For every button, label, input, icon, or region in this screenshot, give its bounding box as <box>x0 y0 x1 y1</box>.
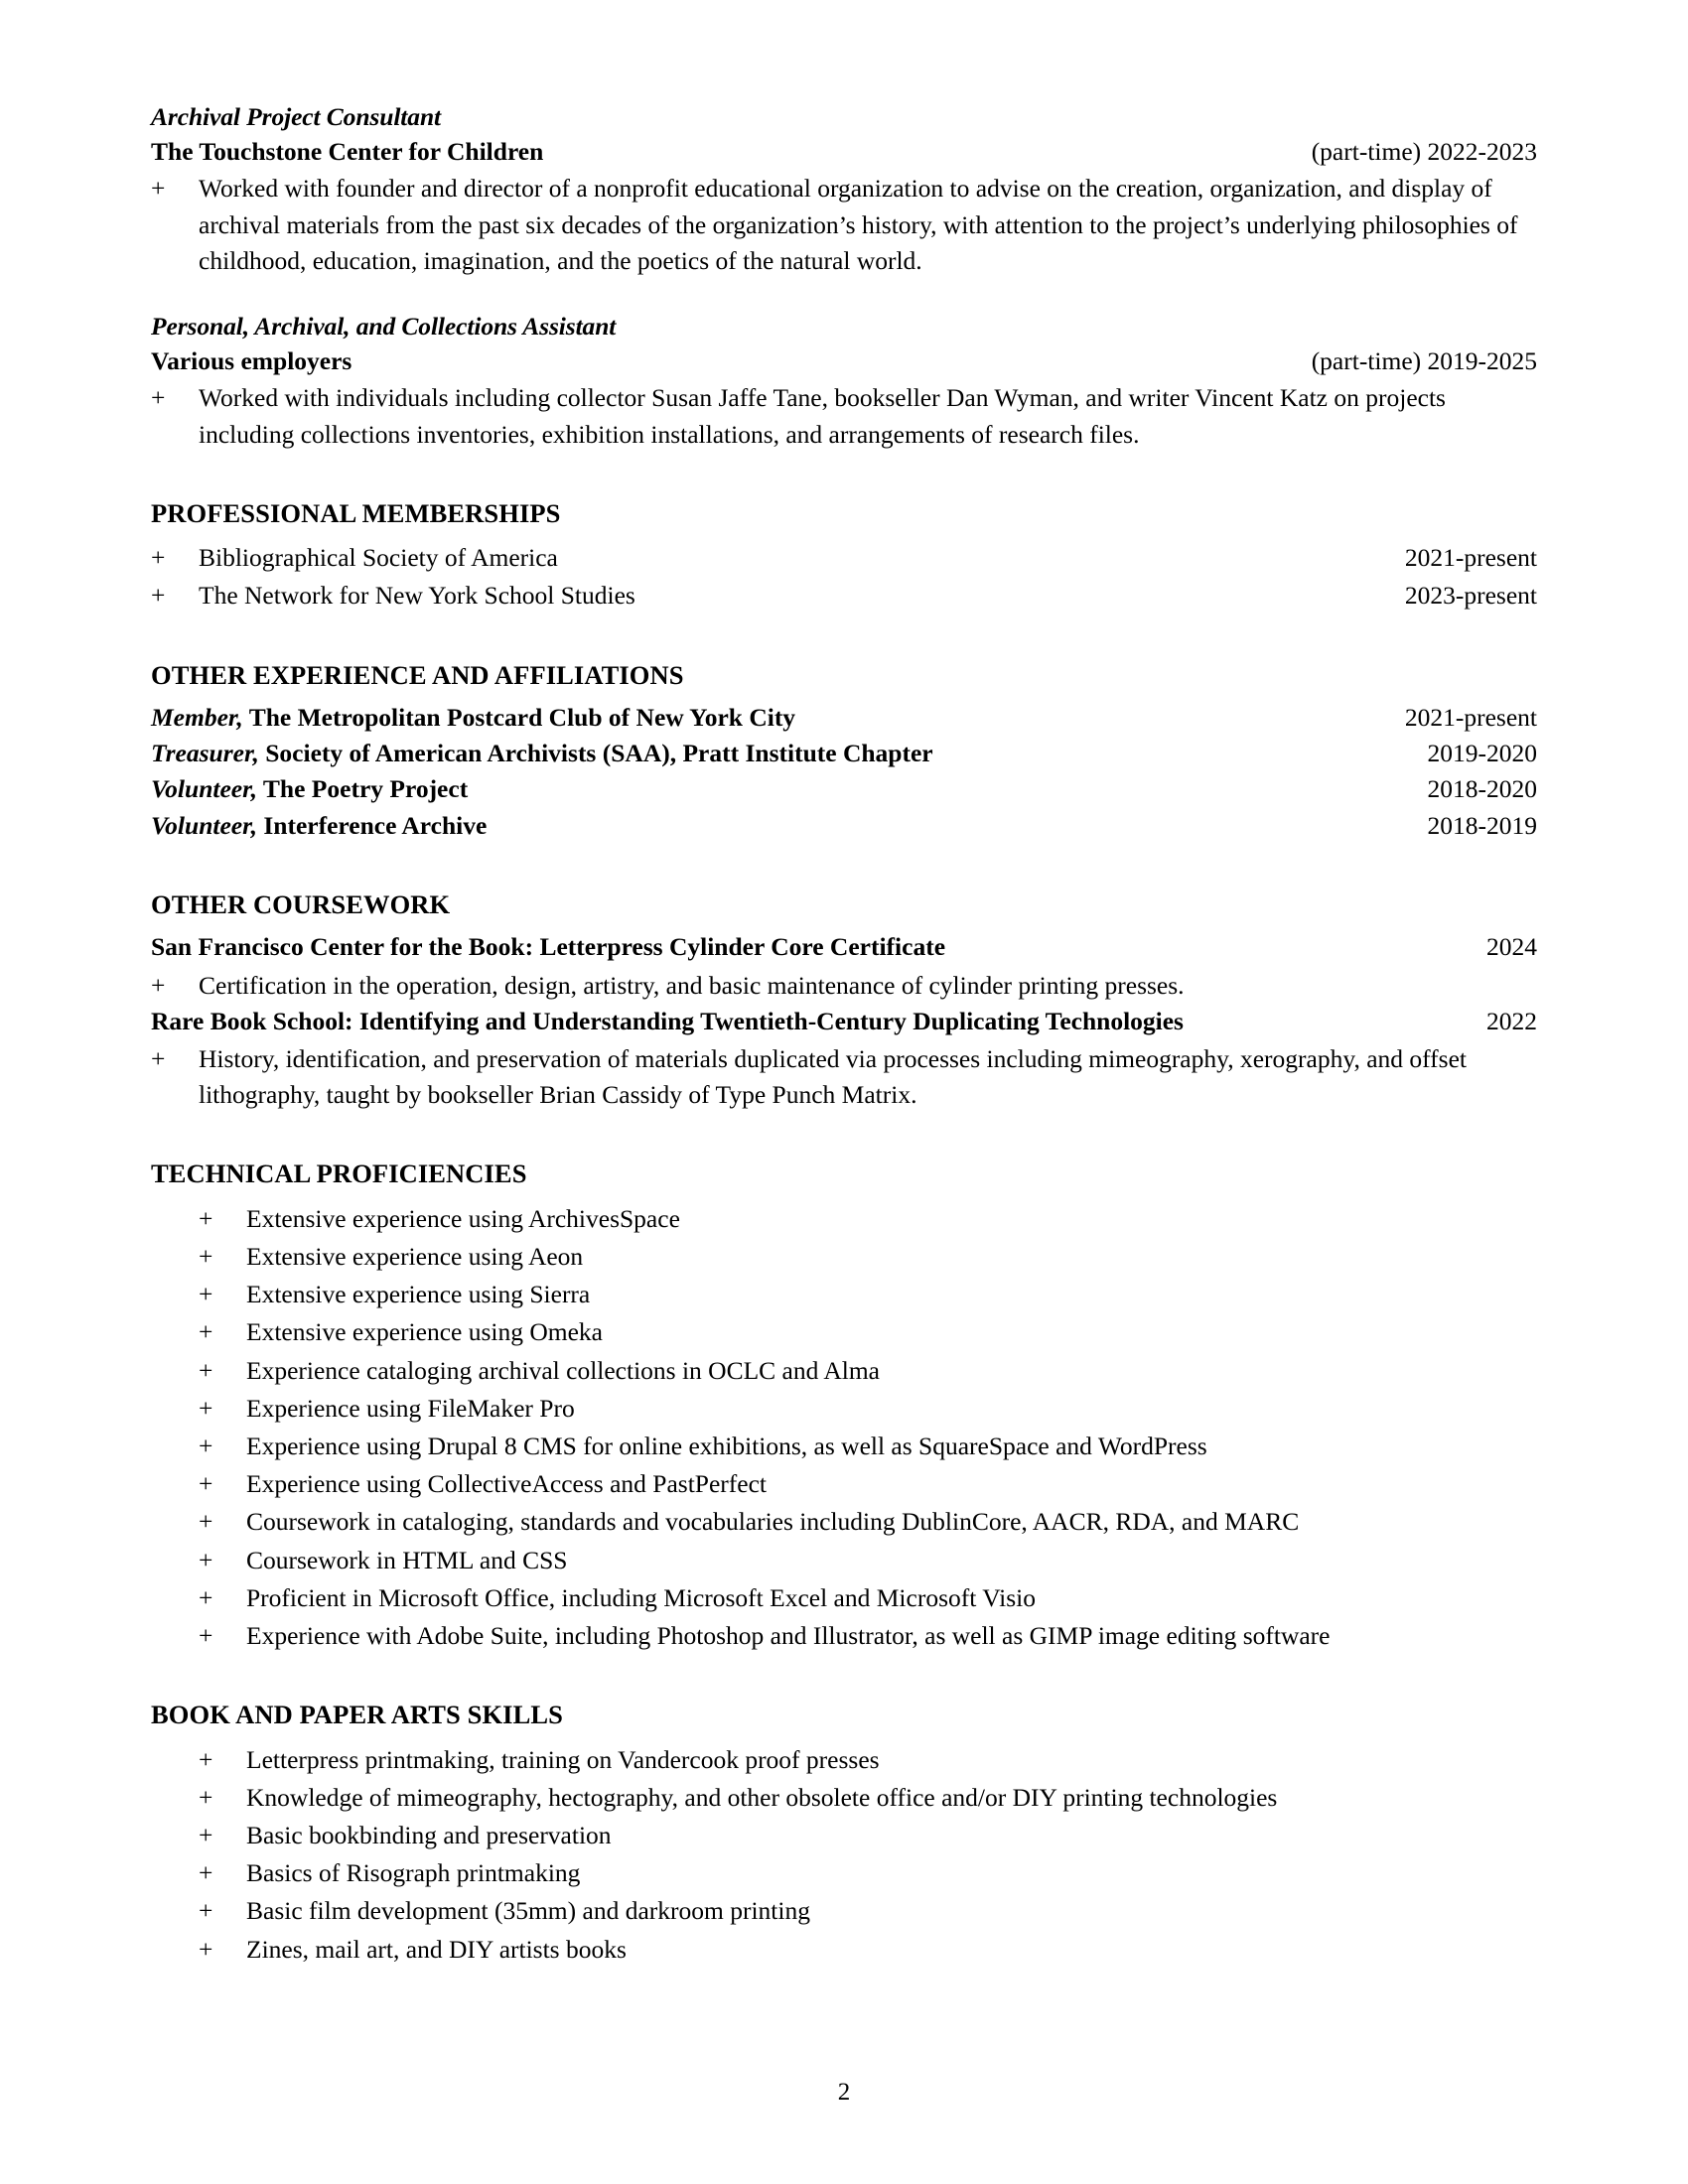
membership-date: 2021-present <box>1404 543 1537 573</box>
plus-bullet-icon: + <box>151 970 166 1000</box>
job-organization: The Touchstone Center for Children <box>151 137 544 167</box>
coursework-date: 2024 <box>1486 932 1537 962</box>
job-role-title: Archival Project Consultant <box>151 102 442 131</box>
plus-bullet-icon: + <box>199 1203 213 1233</box>
plus-bullet-icon: + <box>151 383 166 413</box>
skill-item <box>151 1504 1537 1540</box>
coursework-description <box>151 1041 1537 1113</box>
skill-item <box>151 1201 1537 1237</box>
skill-text: Experience cataloging archival collections in OCLC and Alma <box>246 1355 880 1385</box>
section-heading-coursework: OTHER COURSEWORK <box>151 888 451 919</box>
skill-text: Extensive experience using Aeon <box>246 1241 584 1271</box>
section-heading-memberships: PROFESSIONAL MEMBERSHIPS <box>151 497 561 528</box>
coursework-description-text: Certification in the operation, design, artistry, and basic maintenance of cylinder printing presses. <box>199 970 1185 1000</box>
skill-item <box>151 1932 1537 1968</box>
section-heading-technical: TECHNICAL PROFICIENCIES <box>151 1159 527 1189</box>
skill-item <box>151 1780 1537 1816</box>
skill-text: Extensive experience using ArchivesSpace <box>246 1203 680 1233</box>
plus-bullet-icon: + <box>151 174 166 204</box>
plus-bullet-icon: + <box>199 1744 213 1774</box>
plus-bullet-icon: + <box>199 1934 213 1964</box>
plus-bullet-icon: + <box>199 1896 213 1926</box>
membership-label: Bibliographical Society of America <box>199 543 558 573</box>
spacer <box>151 1113 1537 1157</box>
affiliation-row <box>151 808 1537 844</box>
affiliation-role: Member, <box>151 703 243 733</box>
spacer <box>151 1732 1537 1740</box>
plus-bullet-icon: + <box>151 581 166 611</box>
job-organization-row <box>151 134 1537 169</box>
skill-text: Letterpress printmaking, training on Vandercook proof presses <box>246 1744 880 1774</box>
skill-item <box>151 1353 1537 1389</box>
spacer <box>151 530 1537 538</box>
job-organization-row <box>151 343 1537 378</box>
affiliation-date: 2021-present <box>1404 703 1537 733</box>
skill-text: Experience using Drupal 8 CMS for online exhibitions, as well as SquareSpace and WordPress <box>246 1431 1207 1460</box>
skill-text: Basic bookbinding and preservation <box>246 1821 612 1850</box>
skill-text: Zines, mail art, and DIY artists books <box>246 1934 627 1964</box>
coursework-title: Rare Book School: Identifying and Understanding Twentieth-Century Duplicating Technologies <box>151 1006 1184 1035</box>
membership-date: 2023-present <box>1404 581 1537 611</box>
job-date: (part-time) 2019-2025 <box>1311 346 1537 376</box>
job-bullet <box>151 171 1537 279</box>
skill-item <box>151 1580 1537 1616</box>
job-bullet-text: Worked with individuals including collector Susan Jaffe Tane, bookseller Dan Wyman, and writer Vincent Katz on projects including collections inventories, exhibition installations, and arrangements of research files. <box>199 383 1446 449</box>
skill-text: Basics of Risograph printmaking <box>246 1858 581 1888</box>
coursework-title: San Francisco Center for the Book: Letterpress Cylinder Core Certificate <box>151 932 946 962</box>
experience-entry <box>151 99 1537 279</box>
affiliation-org: The Poetry Project <box>262 774 469 804</box>
skill-text: Knowledge of mimeography, hectography, and other obsolete office and/or DIY printing technologies <box>246 1782 1278 1812</box>
affiliation-org: Interference Archive <box>263 810 488 840</box>
plus-bullet-icon: + <box>199 1431 213 1460</box>
affiliation-date: 2018-2019 <box>1427 810 1537 840</box>
skill-text: Extensive experience using Omeka <box>246 1317 603 1347</box>
spacer <box>151 1654 1537 1698</box>
experience-entry <box>151 309 1537 453</box>
skill-text: Experience using FileMaker Pro <box>246 1393 575 1423</box>
skill-text: Basic film development (35mm) and darkroom printing <box>246 1896 810 1926</box>
spacer <box>151 614 1537 658</box>
skill-item <box>151 1466 1537 1502</box>
job-bullet-text: Worked with founder and director of a nonprofit educational organization to advise on the creation, organization, and display of archival materials from the past six decades of the organization’s history, with attention to the project’s underlying philosophies of childhood, education, imagination, and the poetics of the natural world. <box>199 174 1518 275</box>
section-heading-other-experience: OTHER EXPERIENCE AND AFFILIATIONS <box>151 659 684 690</box>
plus-bullet-icon: + <box>199 1317 213 1347</box>
affiliation-org: Society of American Archivists (SAA), Pratt Institute Chapter <box>265 739 933 768</box>
skill-text: Extensive experience using Sierra <box>246 1280 591 1309</box>
skill-item <box>151 1893 1537 1929</box>
skill-text: Coursework in cataloging, standards and vocabularies including DublinCore, AACR, RDA, and MARC <box>246 1507 1300 1537</box>
spacer <box>151 1191 1537 1199</box>
plus-bullet-icon: + <box>199 1821 213 1850</box>
skill-item <box>151 1277 1537 1312</box>
skill-item <box>151 1618 1537 1654</box>
affiliation-role: Treasurer, <box>151 739 259 768</box>
plus-bullet-icon: + <box>199 1393 213 1423</box>
plus-bullet-icon: + <box>199 1782 213 1812</box>
membership-item <box>151 578 1537 614</box>
skill-item <box>151 1429 1537 1464</box>
spacer <box>151 453 1537 496</box>
spacer <box>151 279 1537 309</box>
affiliation-role: Volunteer, <box>151 810 257 840</box>
spacer <box>151 921 1537 929</box>
skill-item <box>151 1855 1537 1891</box>
skill-item <box>151 1391 1537 1427</box>
plus-bullet-icon: + <box>199 1582 213 1612</box>
job-bullet <box>151 380 1537 452</box>
affiliation-org: The Metropolitan Postcard Club of New York City <box>248 703 796 733</box>
plus-bullet-icon: + <box>199 1858 213 1888</box>
plus-bullet-icon: + <box>199 1241 213 1271</box>
coursework-title-row <box>151 929 1537 965</box>
plus-bullet-icon: + <box>199 1545 213 1574</box>
plus-bullet-icon: + <box>151 1043 166 1073</box>
job-organization: Various employers <box>151 346 352 376</box>
spacer <box>151 692 1537 700</box>
plus-bullet-icon: + <box>199 1355 213 1385</box>
coursework-description <box>151 968 1537 1004</box>
skill-item <box>151 1742 1537 1778</box>
skill-item <box>151 1818 1537 1853</box>
affiliation-role: Volunteer, <box>151 774 257 804</box>
skill-item <box>151 1314 1537 1350</box>
job-role-title: Personal, Archival, and Collections Assistant <box>151 311 617 341</box>
affiliation-date: 2019-2020 <box>1427 739 1537 768</box>
plus-bullet-icon: + <box>199 1507 213 1537</box>
plus-bullet-icon: + <box>199 1280 213 1309</box>
plus-bullet-icon: + <box>151 543 166 573</box>
membership-label: The Network for New York School Studies <box>199 581 635 611</box>
coursework-description-text: History, identification, and preservation of materials duplicated via processes including mimeography, xerography, and offset lithography, taught by bookseller Brian Cassidy of Type Punch Matrix. <box>199 1043 1467 1110</box>
affiliation-row <box>151 736 1537 771</box>
section-heading-book-paper-arts: BOOK AND PAPER ARTS SKILLS <box>151 1700 563 1730</box>
job-date: (part-time) 2022-2023 <box>1311 137 1537 167</box>
spacer <box>151 844 1537 887</box>
membership-item <box>151 540 1537 576</box>
skill-text: Experience using CollectiveAccess and PastPerfect <box>246 1469 767 1499</box>
skill-item <box>151 1543 1537 1578</box>
affiliation-row <box>151 771 1537 807</box>
coursework-date: 2022 <box>1486 1006 1537 1035</box>
skill-item <box>151 1239 1537 1275</box>
plus-bullet-icon: + <box>199 1469 213 1499</box>
skill-text: Experience with Adobe Suite, including Photoshop and Illustrator, as well as GIMP image editing software <box>246 1620 1331 1650</box>
plus-bullet-icon: + <box>199 1620 213 1650</box>
coursework-title-row <box>151 1004 1537 1039</box>
skill-text: Proficient in Microsoft Office, including Microsoft Excel and Microsoft Visio <box>246 1582 1036 1612</box>
skill-text: Coursework in HTML and CSS <box>246 1545 568 1574</box>
affiliation-date: 2018-2020 <box>1427 774 1537 804</box>
page-number: 2 <box>837 2079 851 2106</box>
affiliation-row <box>151 700 1537 736</box>
